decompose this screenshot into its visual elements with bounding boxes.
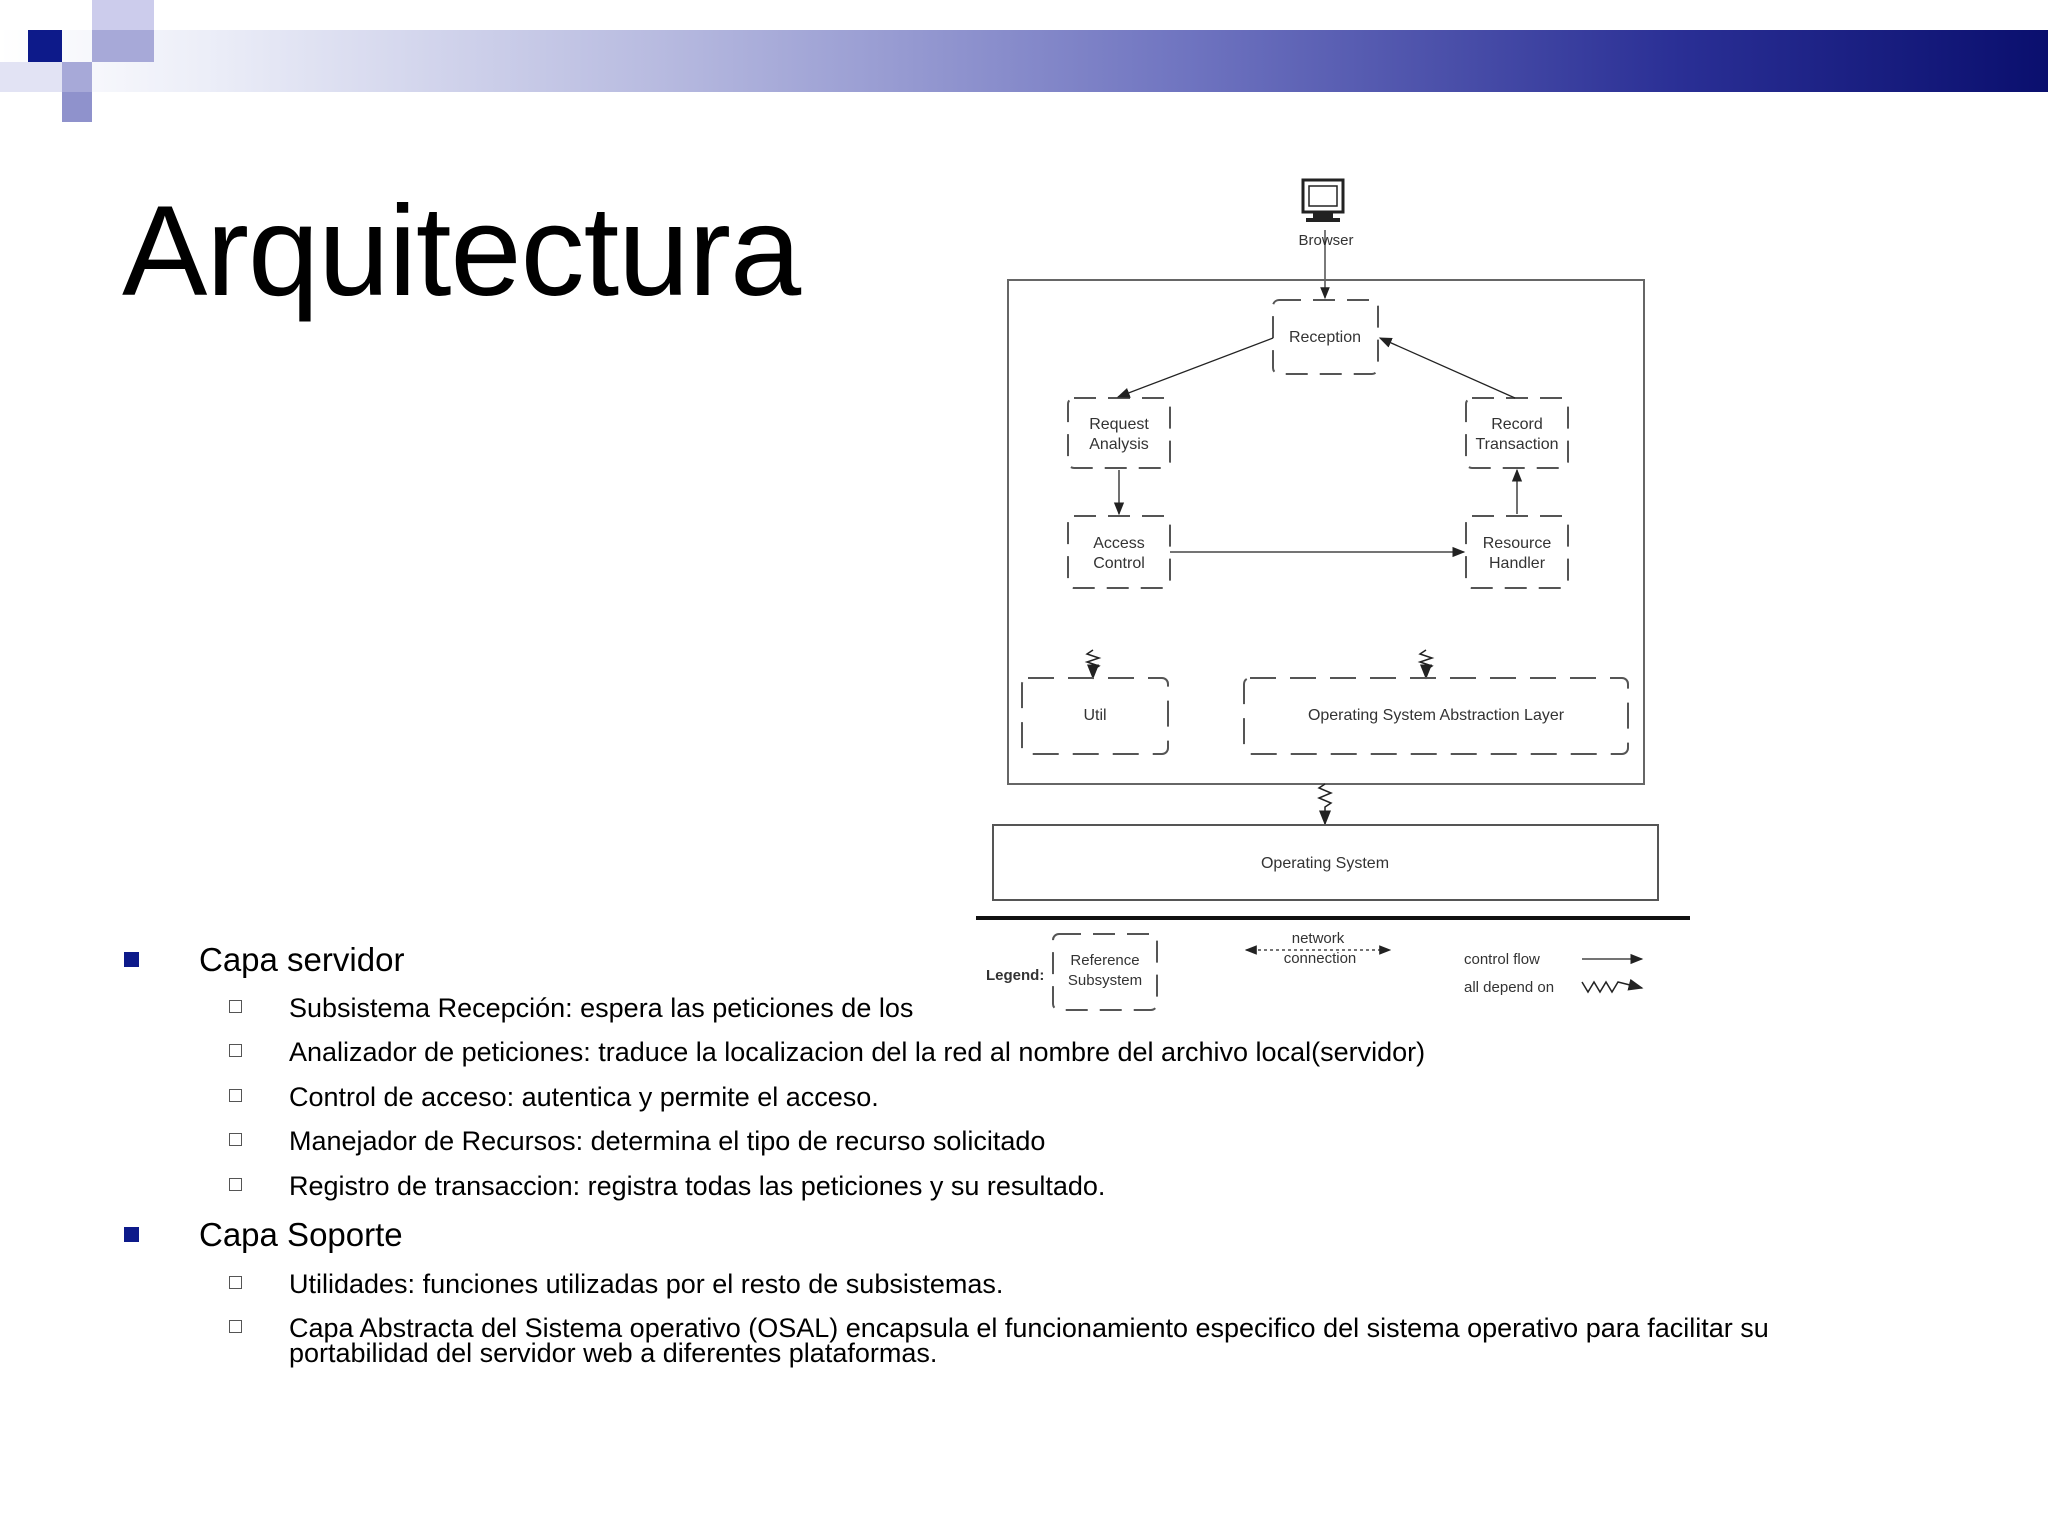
sub-bullet-marker	[229, 1044, 242, 1057]
architecture-diagram	[970, 170, 1710, 1020]
header-square-mid	[92, 30, 154, 62]
svg-text:Reference: Reference	[1070, 952, 1140, 969]
sub-bullet-item-continuation: portabilidad del servidor web a diferentes plataformas.	[289, 1338, 938, 1368]
reception-subsystem	[1273, 300, 1378, 374]
sub-bullet-marker	[229, 1320, 242, 1333]
svg-text:connection: connection	[1283, 950, 1357, 967]
svg-text:control flow: control flow	[1464, 951, 1540, 968]
svg-text:Record: Record	[1491, 416, 1543, 433]
osal-subsystem	[1244, 678, 1628, 754]
sub-bullet-item: Control de acceso: autentica y permite el acceso.	[289, 1082, 879, 1112]
sub-bullet-item: Manejador de Recursos: determina el tipo de recurso solicitado	[289, 1126, 1046, 1156]
sub-bullet-marker	[229, 1178, 242, 1191]
bullet-marker	[124, 952, 139, 967]
record-transaction-subsystem	[1466, 398, 1568, 468]
resource-handler-subsystem	[1466, 516, 1568, 588]
header-gradient-bar	[0, 30, 2048, 92]
access-control-subsystem	[1068, 516, 1170, 588]
svg-text:Operating System: Operating System	[1260, 855, 1390, 872]
sub-bullet-marker	[229, 1276, 242, 1289]
sub-bullet-item: Analizador de peticiones: traduce la localizacion del la red al nombre del archivo local(servidor)	[289, 1037, 1426, 1067]
request-analysis-subsystem	[1068, 398, 1170, 468]
sub-bullet-item: Subsistema Recepción: espera las peticiones de los	[289, 993, 914, 1023]
sub-bullet-item: Registro de transaccion: registra todas las peticiones y su resultado.	[289, 1171, 1106, 1201]
svg-text:Resource: Resource	[1482, 535, 1552, 552]
svg-text:network: network	[1291, 930, 1345, 947]
header-square-mid2	[62, 62, 92, 92]
browser-label: Browser	[1298, 232, 1354, 249]
bullet-capa-soporte: Capa Soporte	[199, 1216, 403, 1253]
svg-text:all depend on: all depend on	[1464, 979, 1555, 996]
page-title: Arquitectura	[122, 180, 801, 323]
legend	[986, 930, 1642, 1010]
bullet-capa-servidor: Capa servidor	[199, 941, 405, 978]
svg-text:Transaction: Transaction	[1475, 436, 1559, 453]
svg-text:Operating System Abstraction L: Operating System Abstraction Layer	[1307, 707, 1565, 724]
sub-bullet-marker	[229, 1133, 242, 1146]
svg-text:Reception: Reception	[1288, 329, 1362, 346]
svg-text:Request: Request	[1089, 416, 1149, 433]
sub-bullet-item: Capa Abstracta del Sistema operativo (OSAL) encapsula el funcionamiento especifico del sistema operativo para facilitar su	[289, 1313, 1769, 1343]
bullet-marker	[124, 1227, 139, 1242]
sub-bullet-item: Utilidades: funciones utilizadas por el resto de subsistemas.	[289, 1269, 1004, 1299]
svg-text:Control: Control	[1093, 555, 1145, 572]
sub-bullet-marker	[229, 1000, 242, 1013]
operating-system-box	[993, 825, 1658, 900]
util-subsystem	[1022, 678, 1168, 754]
sub-bullet-marker	[229, 1089, 242, 1102]
svg-text:Handler: Handler	[1488, 555, 1546, 572]
svg-text:Util: Util	[1083, 707, 1107, 724]
svg-text:Access: Access	[1093, 535, 1145, 552]
svg-text:Subsystem: Subsystem	[1067, 972, 1143, 989]
header-square-mid3	[62, 92, 92, 122]
svg-text:Legend:: Legend:	[986, 967, 1045, 984]
header-square-dark	[28, 30, 62, 62]
svg-text:Analysis: Analysis	[1089, 436, 1149, 453]
monitor-icon	[1303, 180, 1343, 222]
